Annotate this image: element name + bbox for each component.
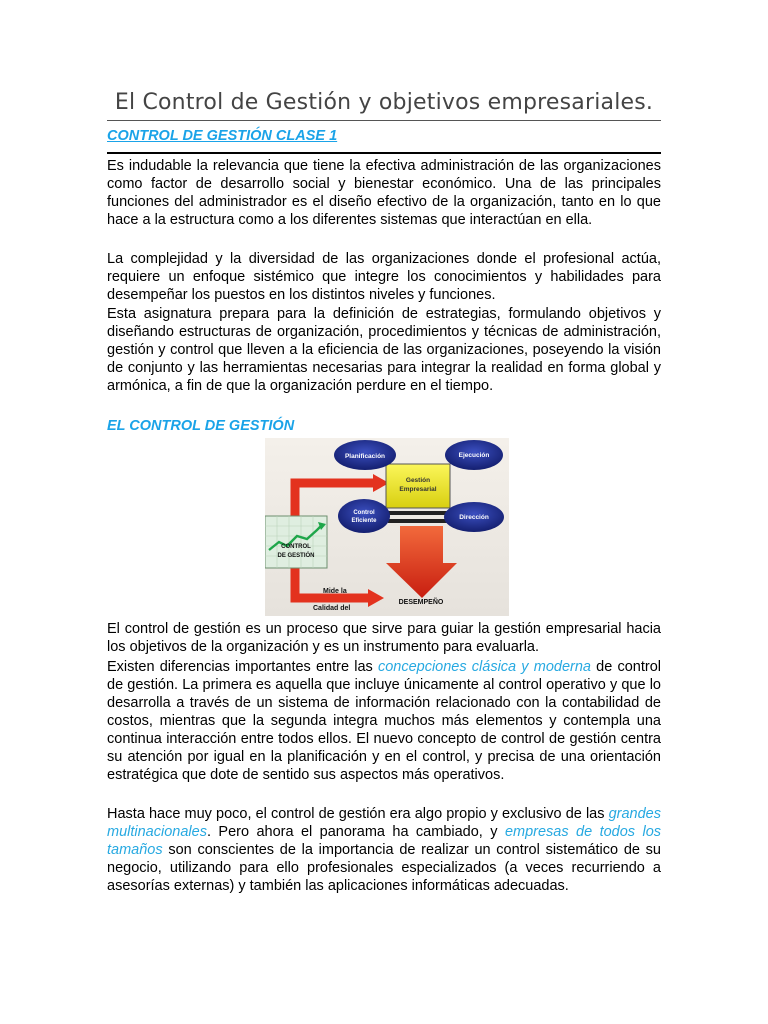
document-title: El Control de Gestión y objetivos empresariales. bbox=[114, 90, 654, 115]
paragraph-6: Hasta hace muy poco, el control de gestión era algo propio y exclusivo de las grandes multinacionales. Pero ahora el panorama ha cambiado, y empresas de todos los tamaños son conscientes de la importancia de realizar un control sistemático de su negocio, utilizando para ello profesionales especializados (a veces recurriendo a asesorías externas) y también las aplicaciones informáticas adecuadas. bbox=[107, 806, 662, 894]
section-heading-clase-1: CONTROL DE GESTIÓN CLASE 1 bbox=[107, 128, 338, 144]
paragraph-2: La complejidad y la diversidad de las organizaciones donde el profesional actúa, requiere un enfoque sistémico que integre los conocimientos y habilidades para desempeñar los puestos en los distintos niveles y funciones. bbox=[107, 251, 661, 303]
paragraph-1: Es indudable la relevancia que tiene la efectiva administración de las organizaciones como factor de desarrollo social y bienestar económico. Una de las principales funciones del administrador es el diseño efectivo de la organización, tanto en lo que hace a la estructura como a los diferentes sistemas que interactúan en ella. bbox=[107, 158, 661, 228]
paragraph-4: El control de gestión es un proceso que sirve para guiar la gestión empresarial hacia los objetivos de la organización y es un instrumento para evaluarla. bbox=[107, 621, 661, 655]
eficiente-label: Eficiente bbox=[351, 518, 377, 524]
section-heading-control-gestion: EL CONTROL DE GESTIÓN bbox=[107, 418, 295, 434]
section-divider bbox=[107, 152, 661, 154]
control-gestion-label-2: DE GESTIÓN bbox=[277, 553, 315, 559]
planificacion-label: Planificación bbox=[344, 453, 386, 460]
paragraph-3: Esta asignatura prepara para la definición de estrategias, formulando objetivos y diseñando estructuras de organización, procedimientos y técnicas de administración, gestión y control que lleven a la eficiencia de las organizaciones, poseyendo la visión de conjunto y las herramientas necesarias para integrar la realidad en forma global y armónica, a fin de que la organización perdure en el tiempo. bbox=[107, 306, 661, 394]
control-gestion-box bbox=[265, 516, 327, 568]
title-divider bbox=[107, 120, 661, 121]
link-empresas-todos-tamanos[interactable]: empresas de todos los tamaños bbox=[107, 824, 662, 858]
ejecucion-label: Ejecución bbox=[458, 452, 490, 459]
calidad-del-label: Calidad del bbox=[313, 605, 351, 612]
gestion-label: Gestión bbox=[405, 477, 431, 484]
mide-la-label: Mide la bbox=[323, 588, 347, 595]
link-concepciones[interactable]: concepciones clásica y moderna bbox=[377, 659, 591, 675]
control-eficiente-ellipse bbox=[338, 499, 390, 533]
control-label: Control bbox=[353, 510, 375, 516]
desempeno-label: DESEMPEÑO bbox=[398, 599, 444, 606]
paragraph-5: Existen diferencias importantes entre las concepciones clásica y moderna de control de gestión. La primera es aquella que incluye únicamente al control operativo y que lo desarrolla a través de un sistema de información relacionado con la contabilidad de costos, mientras que la segunda integra muchos más elementos y contempla una continua interacción entre todos ellos. El nuevo concepto de control de gestión centra su atención por igual en la planificación y en el control, y precisa de una orientación estratégica que dote de sentido sus aspectos más operativos. bbox=[107, 659, 661, 783]
empresarial-label: Empresarial bbox=[399, 486, 437, 493]
control-gestion-label-1: CONTROL bbox=[281, 544, 311, 550]
link-grandes-multinacionales[interactable]: grandes multinacionales bbox=[107, 806, 661, 840]
direccion-label: Dirección bbox=[459, 514, 489, 521]
control-gestion-diagram bbox=[265, 438, 509, 616]
